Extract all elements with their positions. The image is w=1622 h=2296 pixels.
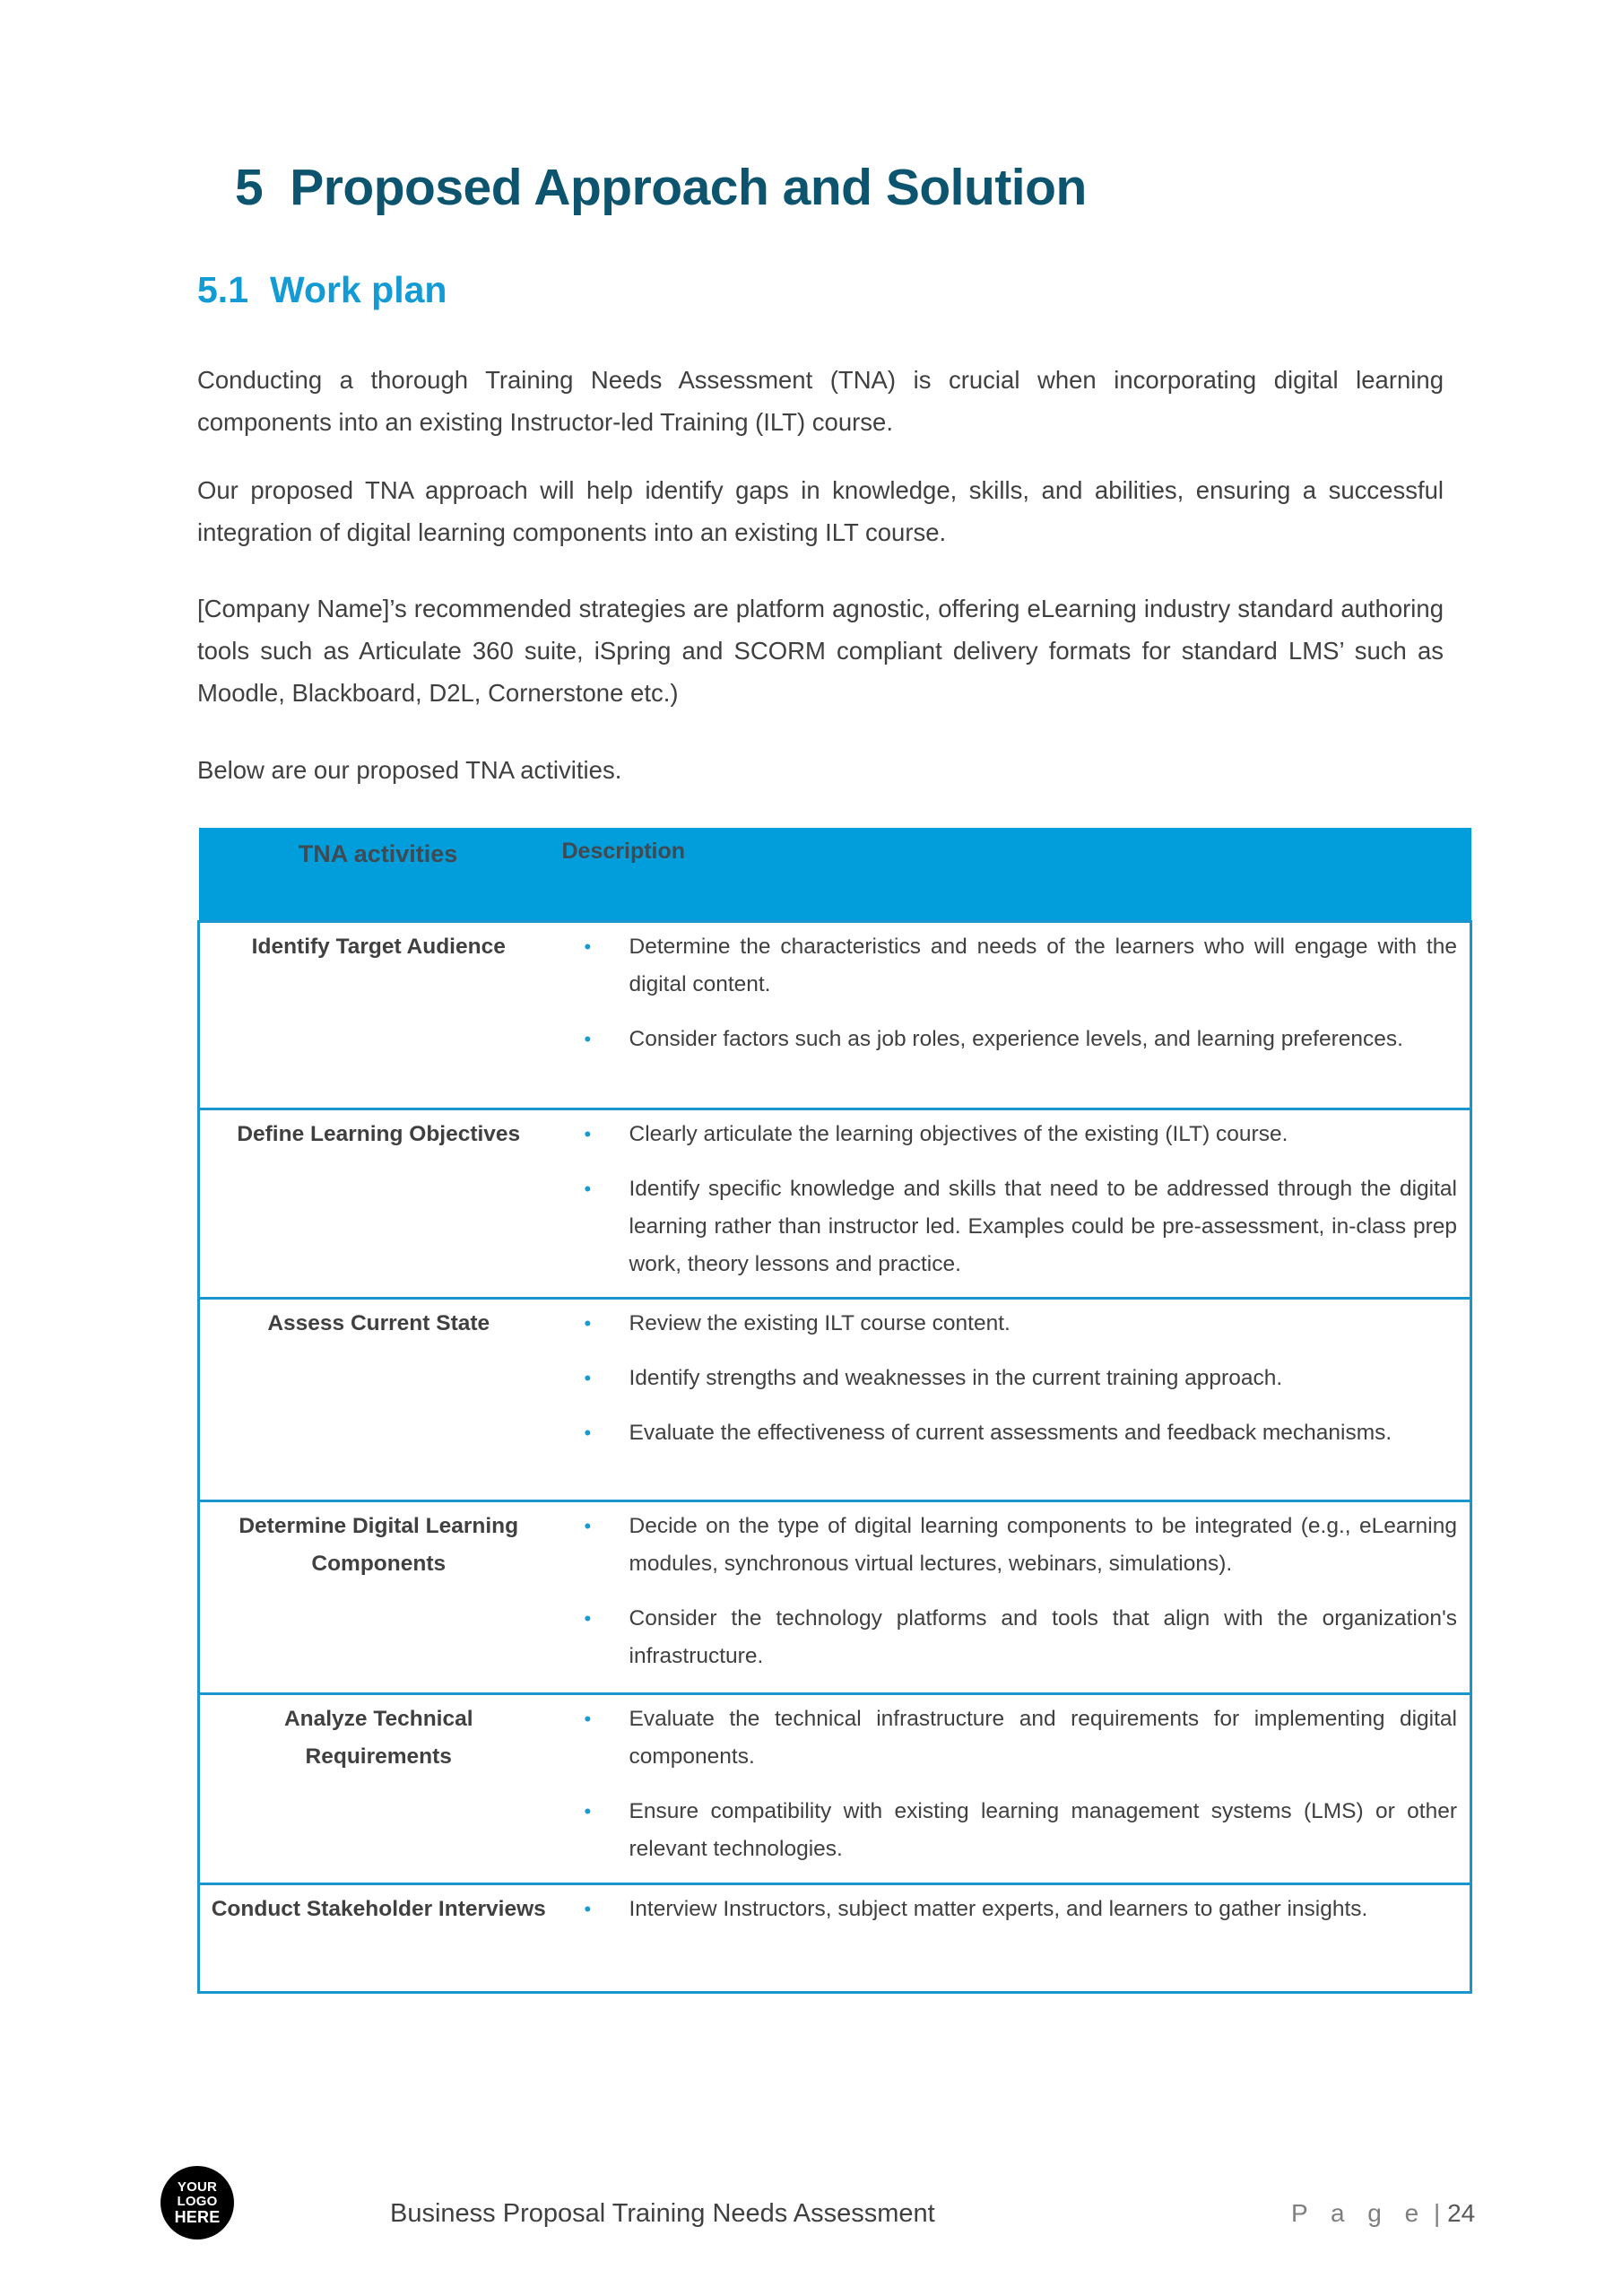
approach-paragraph: Our proposed TNA approach will help identify gaps in knowledge, skills, and abilities, ensuring a successful integration of digital learning components into an existing ILT course. — [197, 476, 1444, 546]
table-row — [199, 1109, 1471, 1299]
activity-description — [558, 1110, 1470, 1283]
activity-name: Assess Current State — [267, 1311, 490, 1335]
activity-description — [558, 923, 1470, 1058]
bullet-icon: • — [584, 1800, 592, 1822]
column-header-activities: TNA activities — [199, 828, 558, 922]
activity-description — [558, 1300, 1470, 1452]
activity-name: Conduct Stakeholder Interviews — [211, 1897, 546, 1921]
bullet-icon: • — [584, 1028, 592, 1050]
logo-line: LOGO — [177, 2193, 218, 2209]
activity-description — [558, 1885, 1470, 1928]
bullet-icon: • — [584, 1607, 592, 1630]
list-item: • Ensure compatibility with existing learning management systems (LMS) or other relevant technologies. — [585, 1793, 1458, 1868]
bullet-icon: • — [584, 1515, 592, 1537]
section-title: Work plan — [270, 269, 447, 310]
list-item: • Identify strengths and weaknesses in the current training approach. — [585, 1360, 1458, 1397]
page-number: 24 — [1447, 2199, 1476, 2227]
bullet-icon: • — [584, 1312, 592, 1335]
tna-activities-table — [197, 828, 1472, 1994]
logo-line: HERE — [174, 2207, 221, 2226]
column-header-description: Description — [558, 828, 1471, 922]
activity-name: Analyze Technical Requirements — [283, 1707, 473, 1769]
list-item: • Decide on the type of digital learning components to be integrated (e.g., eLearning modules, synchronous virtual lectures, webinars, simulations). — [585, 1508, 1458, 1583]
bullet-icon: • — [584, 1367, 592, 1389]
activity-name: Define Learning Objectives — [237, 1122, 521, 1146]
list-item: • Consider factors such as job roles, experience levels, and learning preferences. — [585, 1021, 1458, 1058]
list-item: • Evaluate the effectiveness of current assessments and feedback mechanisms. — [585, 1414, 1458, 1452]
company-logo-placeholder — [160, 2166, 234, 2239]
list-item: • Consider the technology platforms and tools that align with the organization's infrastructure. — [585, 1600, 1458, 1675]
section-heading — [197, 269, 447, 311]
footer-document-title: Business Proposal Training Needs Assessment — [390, 2199, 935, 2228]
activity-name: Determine Digital Learning Components — [239, 1514, 519, 1576]
table-row — [199, 1501, 1471, 1694]
list-item: • Review the existing ILT course content. — [585, 1305, 1458, 1343]
bullet-icon: • — [584, 935, 592, 958]
list-item: • Determine the characteristics and needs of the learners who will engage with the digital content. — [585, 928, 1458, 1004]
intro-paragraph: Conducting a thorough Training Needs Assessment (TNA) is crucial when incorporating digital learning components into an existing Instructor-led Training (ILT) course. — [197, 366, 1444, 436]
logo-line: YOUR — [177, 2179, 218, 2195]
table-row — [199, 1694, 1471, 1884]
bullet-icon: • — [584, 1422, 592, 1444]
activity-description — [558, 1502, 1470, 1675]
table-row — [199, 1884, 1471, 1993]
activity-description — [558, 1695, 1470, 1868]
activities-intro-paragraph: Below are our proposed TNA activities. — [197, 756, 622, 784]
strategies-paragraph: [Company Name]’s recommended strategies are platform agnostic, offering eLearning industry standard authoring tools such as Articulate 360 suite, iSpring and SCORM compliant delivery formats for standard LMS’ such as Moodle, Blackboard, D2L, Cornerstone etc.) — [197, 595, 1444, 707]
bullet-icon: • — [584, 1178, 592, 1200]
page-label: P a g e — [1291, 2199, 1427, 2227]
bullet-icon: • — [584, 1898, 592, 1920]
table-row — [199, 1299, 1471, 1501]
table-row — [199, 922, 1471, 1109]
activity-name: Identify Target Audience — [251, 935, 506, 959]
list-item: • Interview Instructors, subject matter experts, and learners to gather insights. — [585, 1891, 1458, 1928]
table-header-row — [199, 828, 1471, 922]
heading-title: Proposed Approach and Solution — [290, 159, 1087, 216]
list-item: • Evaluate the technical infrastructure and requirements for implementing digital components. — [585, 1700, 1458, 1776]
heading-number: 5 — [235, 159, 264, 216]
page-separator: | — [1434, 2199, 1441, 2227]
list-item: • Clearly articulate the learning objectives of the existing (ILT) course. — [585, 1116, 1458, 1153]
list-item: • Identify specific knowledge and skills that need to be addressed through the digital learning rather than instructor led. Examples could be pre-assessment, in-class prep work, theory lessons and practice. — [585, 1170, 1458, 1283]
bullet-icon: • — [584, 1708, 592, 1730]
footer-page-number — [1291, 2199, 1475, 2228]
page-heading — [235, 158, 1087, 217]
section-number: 5.1 — [197, 269, 248, 310]
bullet-icon: • — [584, 1123, 592, 1145]
